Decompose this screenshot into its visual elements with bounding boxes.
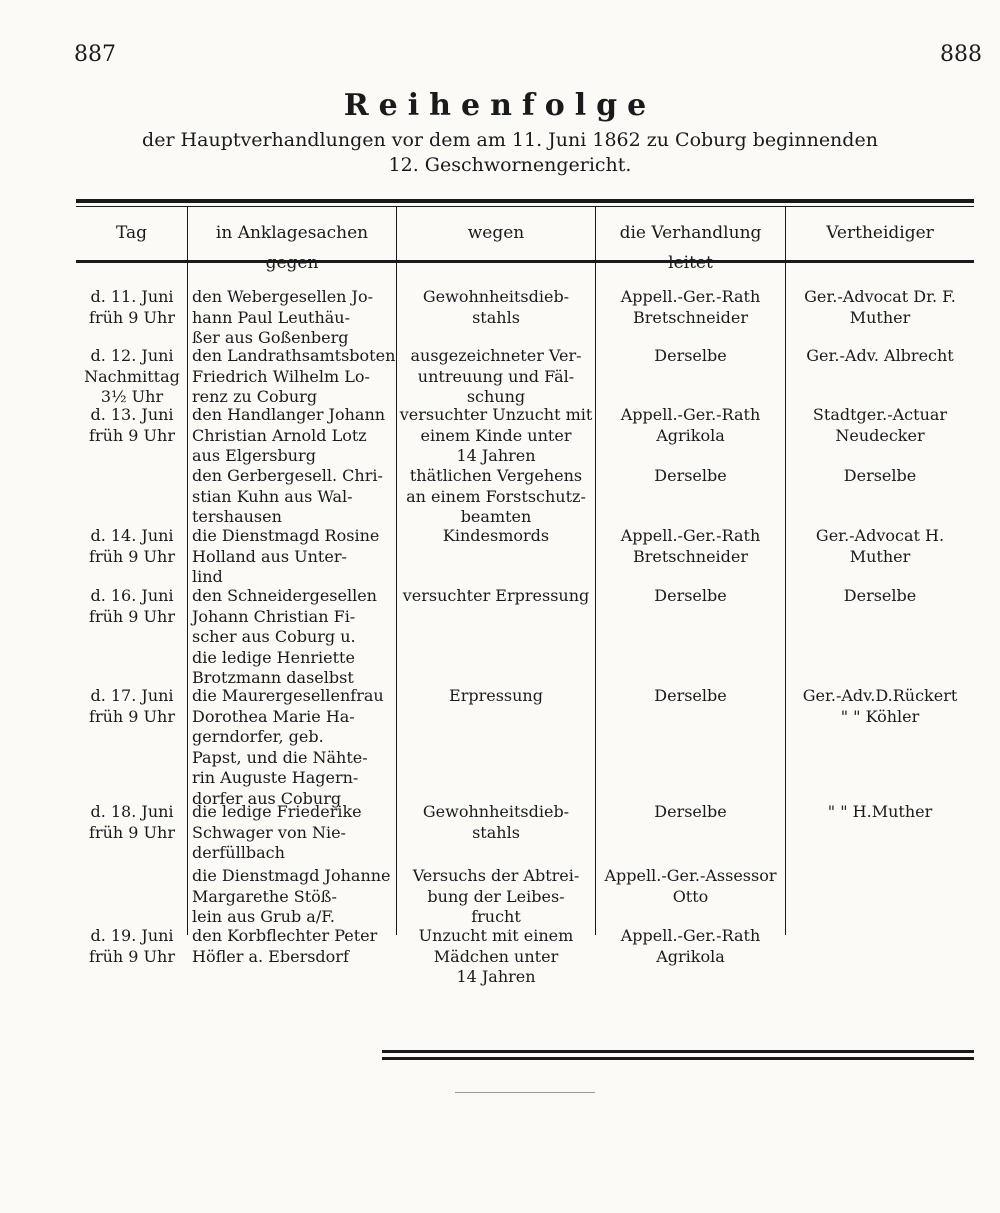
page-number-right: 888 xyxy=(940,42,982,67)
cell-line: an einem Forstschutz- xyxy=(406,486,586,506)
cell-line: früh 9 Uhr xyxy=(89,606,175,626)
table-cell-tag xyxy=(80,346,184,408)
cell-line: früh 9 Uhr xyxy=(89,706,175,726)
table-cell-leitet xyxy=(598,405,783,446)
cell-line: Derselbe xyxy=(654,802,727,821)
table-cell-vertheidiger xyxy=(788,405,972,446)
cell-line: hann Paul Leuthäu- xyxy=(192,307,351,327)
cell-line: stian Kuhn aus Wal- xyxy=(192,486,353,506)
cell-line: die ledige Henriette xyxy=(192,647,355,667)
table-cell-gegen xyxy=(192,466,394,528)
cell-line: Gewohnheitsdieb- xyxy=(422,802,570,821)
cell-line: Johann Christian Fi- xyxy=(192,606,356,626)
cell-line: " " H.Muther xyxy=(827,802,933,821)
closing-rule xyxy=(382,1057,974,1060)
cell-line: Bretschneider xyxy=(632,307,749,327)
column-header-vertheidiger: Vertheidiger xyxy=(826,223,934,243)
table-cell-leitet xyxy=(598,526,783,567)
cell-line: d. 11. Juni xyxy=(90,287,174,306)
table-cell-leitet xyxy=(598,686,783,707)
table-cell-wegen xyxy=(399,526,593,547)
cell-line: stahls xyxy=(472,822,520,842)
cell-line: Ger.-Advocat H. xyxy=(815,526,945,545)
cell-line: aus Elgersburg xyxy=(192,446,316,465)
table-cell-wegen xyxy=(399,405,593,467)
cell-line: Dorothea Marie Ha- xyxy=(192,706,355,726)
cell-line: Nachmittag xyxy=(84,366,180,386)
table-cell-tag xyxy=(80,802,184,843)
cell-line: Appell.-Ger.-Rath xyxy=(620,405,761,424)
table-cell-gegen xyxy=(192,287,394,349)
column-header-leitet: die Verhandlung leitet xyxy=(619,223,762,273)
cell-line: Ger.-Adv. Albrecht xyxy=(806,346,954,365)
cell-line: früh 9 Uhr xyxy=(89,946,175,966)
cell-line: derfüllbach xyxy=(192,843,285,862)
cell-line: früh 9 Uhr xyxy=(89,425,175,445)
cell-line: Stadtger.-Actuar xyxy=(812,405,948,424)
faint-rule xyxy=(455,1092,595,1093)
cell-line: die Dienstmagd Rosine xyxy=(192,526,380,545)
column-header-wegen: wegen xyxy=(467,223,525,243)
closing-rule xyxy=(382,1050,974,1053)
table-cell-wegen xyxy=(399,926,593,988)
cell-line: d. 13. Juni xyxy=(90,405,174,424)
table-cell-gegen xyxy=(192,802,394,864)
cell-line: d. 17. Juni xyxy=(90,686,174,705)
cell-line: Derselbe xyxy=(654,686,727,705)
cell-line: " " Köhler xyxy=(840,706,920,726)
cell-line: Gewohnheitsdieb- xyxy=(422,287,570,306)
table-cell-gegen xyxy=(192,405,394,467)
table-cell-vertheidiger xyxy=(788,686,972,727)
cell-line: Margarethe Stöß- xyxy=(192,886,337,906)
table-cell-tag xyxy=(80,926,184,967)
cell-line: Friedrich Wilhelm Lo- xyxy=(192,366,370,386)
cell-line: die ledige Friederike xyxy=(192,802,362,821)
cell-line: Derselbe xyxy=(843,586,917,605)
table-cell-gegen xyxy=(192,866,394,928)
table-cell-wegen xyxy=(399,586,593,607)
cell-line: Neudecker xyxy=(835,425,925,445)
table-cell-wegen xyxy=(399,866,593,928)
subtitle-line-1: der Hauptverhandlungen vor dem am 11. Juni 1862 zu Coburg beginnenden xyxy=(142,129,878,151)
cell-line: scher aus Coburg u. xyxy=(192,627,356,646)
table-cell-leitet xyxy=(598,287,783,328)
cell-line: die Dienstmagd Johanne xyxy=(192,866,391,885)
column-divider xyxy=(396,207,397,935)
cell-line: Mädchen unter xyxy=(433,946,559,966)
column-header-tag: Tag xyxy=(115,223,148,243)
cell-line: Ger.-Advocat Dr. F. xyxy=(804,287,956,306)
cell-line: den Webergesellen Jo- xyxy=(192,287,374,306)
cell-line: untreuung und Fäl- xyxy=(417,366,575,386)
table-header-rule xyxy=(76,260,974,263)
cell-line: Ger.-Adv.D.Rückert xyxy=(802,686,958,705)
cell-line: d. 16. Juni xyxy=(90,586,174,605)
table-cell-gegen xyxy=(192,586,394,689)
table-cell-leitet xyxy=(598,802,783,823)
cell-line: Derselbe xyxy=(654,466,727,485)
cell-line: Agrikola xyxy=(656,946,725,966)
table-cell-leitet xyxy=(598,466,783,487)
cell-line: ßer aus Goßenberg xyxy=(192,328,349,347)
cell-line: 14 Jahren xyxy=(456,446,536,465)
cell-line: Bretschneider xyxy=(632,546,749,566)
table-cell-tag xyxy=(80,686,184,727)
cell-line: versuchter Unzucht mit xyxy=(399,405,593,424)
table-cell-tag xyxy=(80,526,184,567)
cell-line: d. 14. Juni xyxy=(90,526,174,545)
cell-line: Derselbe xyxy=(654,346,727,365)
cell-line: Papst, und die Nähte- xyxy=(192,747,368,767)
table-cell-vertheidiger xyxy=(788,802,972,823)
cell-line: Unzucht mit einem xyxy=(418,926,574,945)
cell-line: lein aus Grub a/F. xyxy=(192,907,335,926)
document-subtitle xyxy=(60,128,960,178)
cell-line: 3½ Uhr xyxy=(100,387,164,406)
cell-line: den Landrathsamtsboten xyxy=(192,346,396,365)
table-cell-vertheidiger xyxy=(788,346,972,367)
subtitle-line-2: 12. Geschwornengericht. xyxy=(388,154,632,176)
column-divider xyxy=(187,207,188,935)
cell-line: Appell.-Ger.-Rath xyxy=(620,526,761,545)
table-cell-gegen xyxy=(192,346,394,408)
document-title: Reihenfolge xyxy=(343,88,657,123)
cell-line: Appell.-Ger.-Rath xyxy=(620,287,761,306)
cell-line: d. 19. Juni xyxy=(90,926,174,945)
cell-line: Christian Arnold Lotz xyxy=(192,425,367,445)
column-divider xyxy=(785,207,786,935)
cell-line: Höfler a. Ebersdorf xyxy=(192,946,349,966)
cell-line: stahls xyxy=(472,307,520,327)
table-cell-wegen xyxy=(399,466,593,528)
cell-line: 14 Jahren xyxy=(456,967,536,986)
cell-line: beamten xyxy=(460,507,532,526)
cell-line: tershausen xyxy=(192,507,282,526)
cell-line: Derselbe xyxy=(654,586,727,605)
cell-line: Erpressung xyxy=(449,686,543,705)
table-cell-leitet xyxy=(598,866,783,907)
cell-line: rin Auguste Hagern- xyxy=(192,768,359,787)
cell-line: einem Kinde unter xyxy=(420,425,572,445)
table-cell-vertheidiger xyxy=(788,526,972,567)
table-cell-leitet xyxy=(598,586,783,607)
table-cell-gegen xyxy=(192,686,394,809)
cell-line: dorfer aus Coburg xyxy=(192,788,342,808)
table-top-rule xyxy=(76,199,974,203)
table-top-rule-thin xyxy=(76,206,974,207)
table-cell-wegen xyxy=(399,346,593,408)
cell-line: ausgezeichneter Ver- xyxy=(410,346,582,365)
column-header-gegen: in Anklagesachen gegen xyxy=(215,223,369,273)
cell-line: d. 12. Juni xyxy=(90,346,174,365)
cell-line: den Handlanger Johann xyxy=(192,405,386,424)
table-cell-vertheidiger xyxy=(788,287,972,328)
cell-line: renz zu Coburg xyxy=(192,387,318,406)
cell-line: bung der Leibes- xyxy=(427,886,565,906)
table-cell-wegen xyxy=(399,802,593,843)
table-cell-vertheidiger xyxy=(788,466,972,487)
cell-line: Muther xyxy=(849,307,911,327)
cell-line: frucht xyxy=(471,907,521,926)
cell-line: Otto xyxy=(672,886,709,906)
cell-line: Agrikola xyxy=(656,425,725,445)
cell-line: Appell.-Ger.-Rath xyxy=(620,926,761,945)
page-number-left: 887 xyxy=(74,42,116,67)
cell-line: den Gerbergesell. Chri- xyxy=(192,466,383,485)
cell-line: Kindesmords xyxy=(442,526,550,545)
table-cell-tag xyxy=(80,287,184,328)
cell-line: Derselbe xyxy=(843,466,917,485)
cell-line: schung xyxy=(466,387,526,406)
table-cell-leitet xyxy=(598,346,783,367)
column-divider xyxy=(595,207,596,935)
cell-line: die Maurergesellenfrau xyxy=(192,686,384,705)
table-cell-gegen xyxy=(192,526,394,588)
cell-line: früh 9 Uhr xyxy=(89,307,175,327)
table-cell-leitet xyxy=(598,926,783,967)
cell-line: Appell.-Ger.-Assessor xyxy=(604,866,777,885)
cell-line: d. 18. Juni xyxy=(90,802,174,821)
cell-line: Holland aus Unter- xyxy=(192,546,347,566)
cell-line: Brotzmann daselbst xyxy=(192,668,354,687)
cell-line: Versuchs der Abtrei- xyxy=(412,866,580,885)
table-cell-tag xyxy=(80,405,184,446)
cell-line: den Schneidergesellen xyxy=(192,586,377,605)
cell-line: gerndorfer, geb. xyxy=(192,727,324,746)
table-cell-vertheidiger xyxy=(788,586,972,607)
cell-line: lind xyxy=(192,567,223,586)
cell-line: thätlichen Vergehens xyxy=(409,466,583,485)
cell-line: Muther xyxy=(849,546,911,566)
cell-line: Schwager von Nie- xyxy=(192,822,346,842)
table-cell-tag xyxy=(80,586,184,627)
table-cell-wegen xyxy=(399,686,593,707)
cell-line: versuchter Erpressung xyxy=(402,586,590,605)
table-cell-wegen xyxy=(399,287,593,328)
cell-line: früh 9 Uhr xyxy=(89,822,175,842)
table-cell-gegen xyxy=(192,926,394,967)
cell-line: früh 9 Uhr xyxy=(89,546,175,566)
cell-line: den Korbflechter Peter xyxy=(192,926,378,945)
